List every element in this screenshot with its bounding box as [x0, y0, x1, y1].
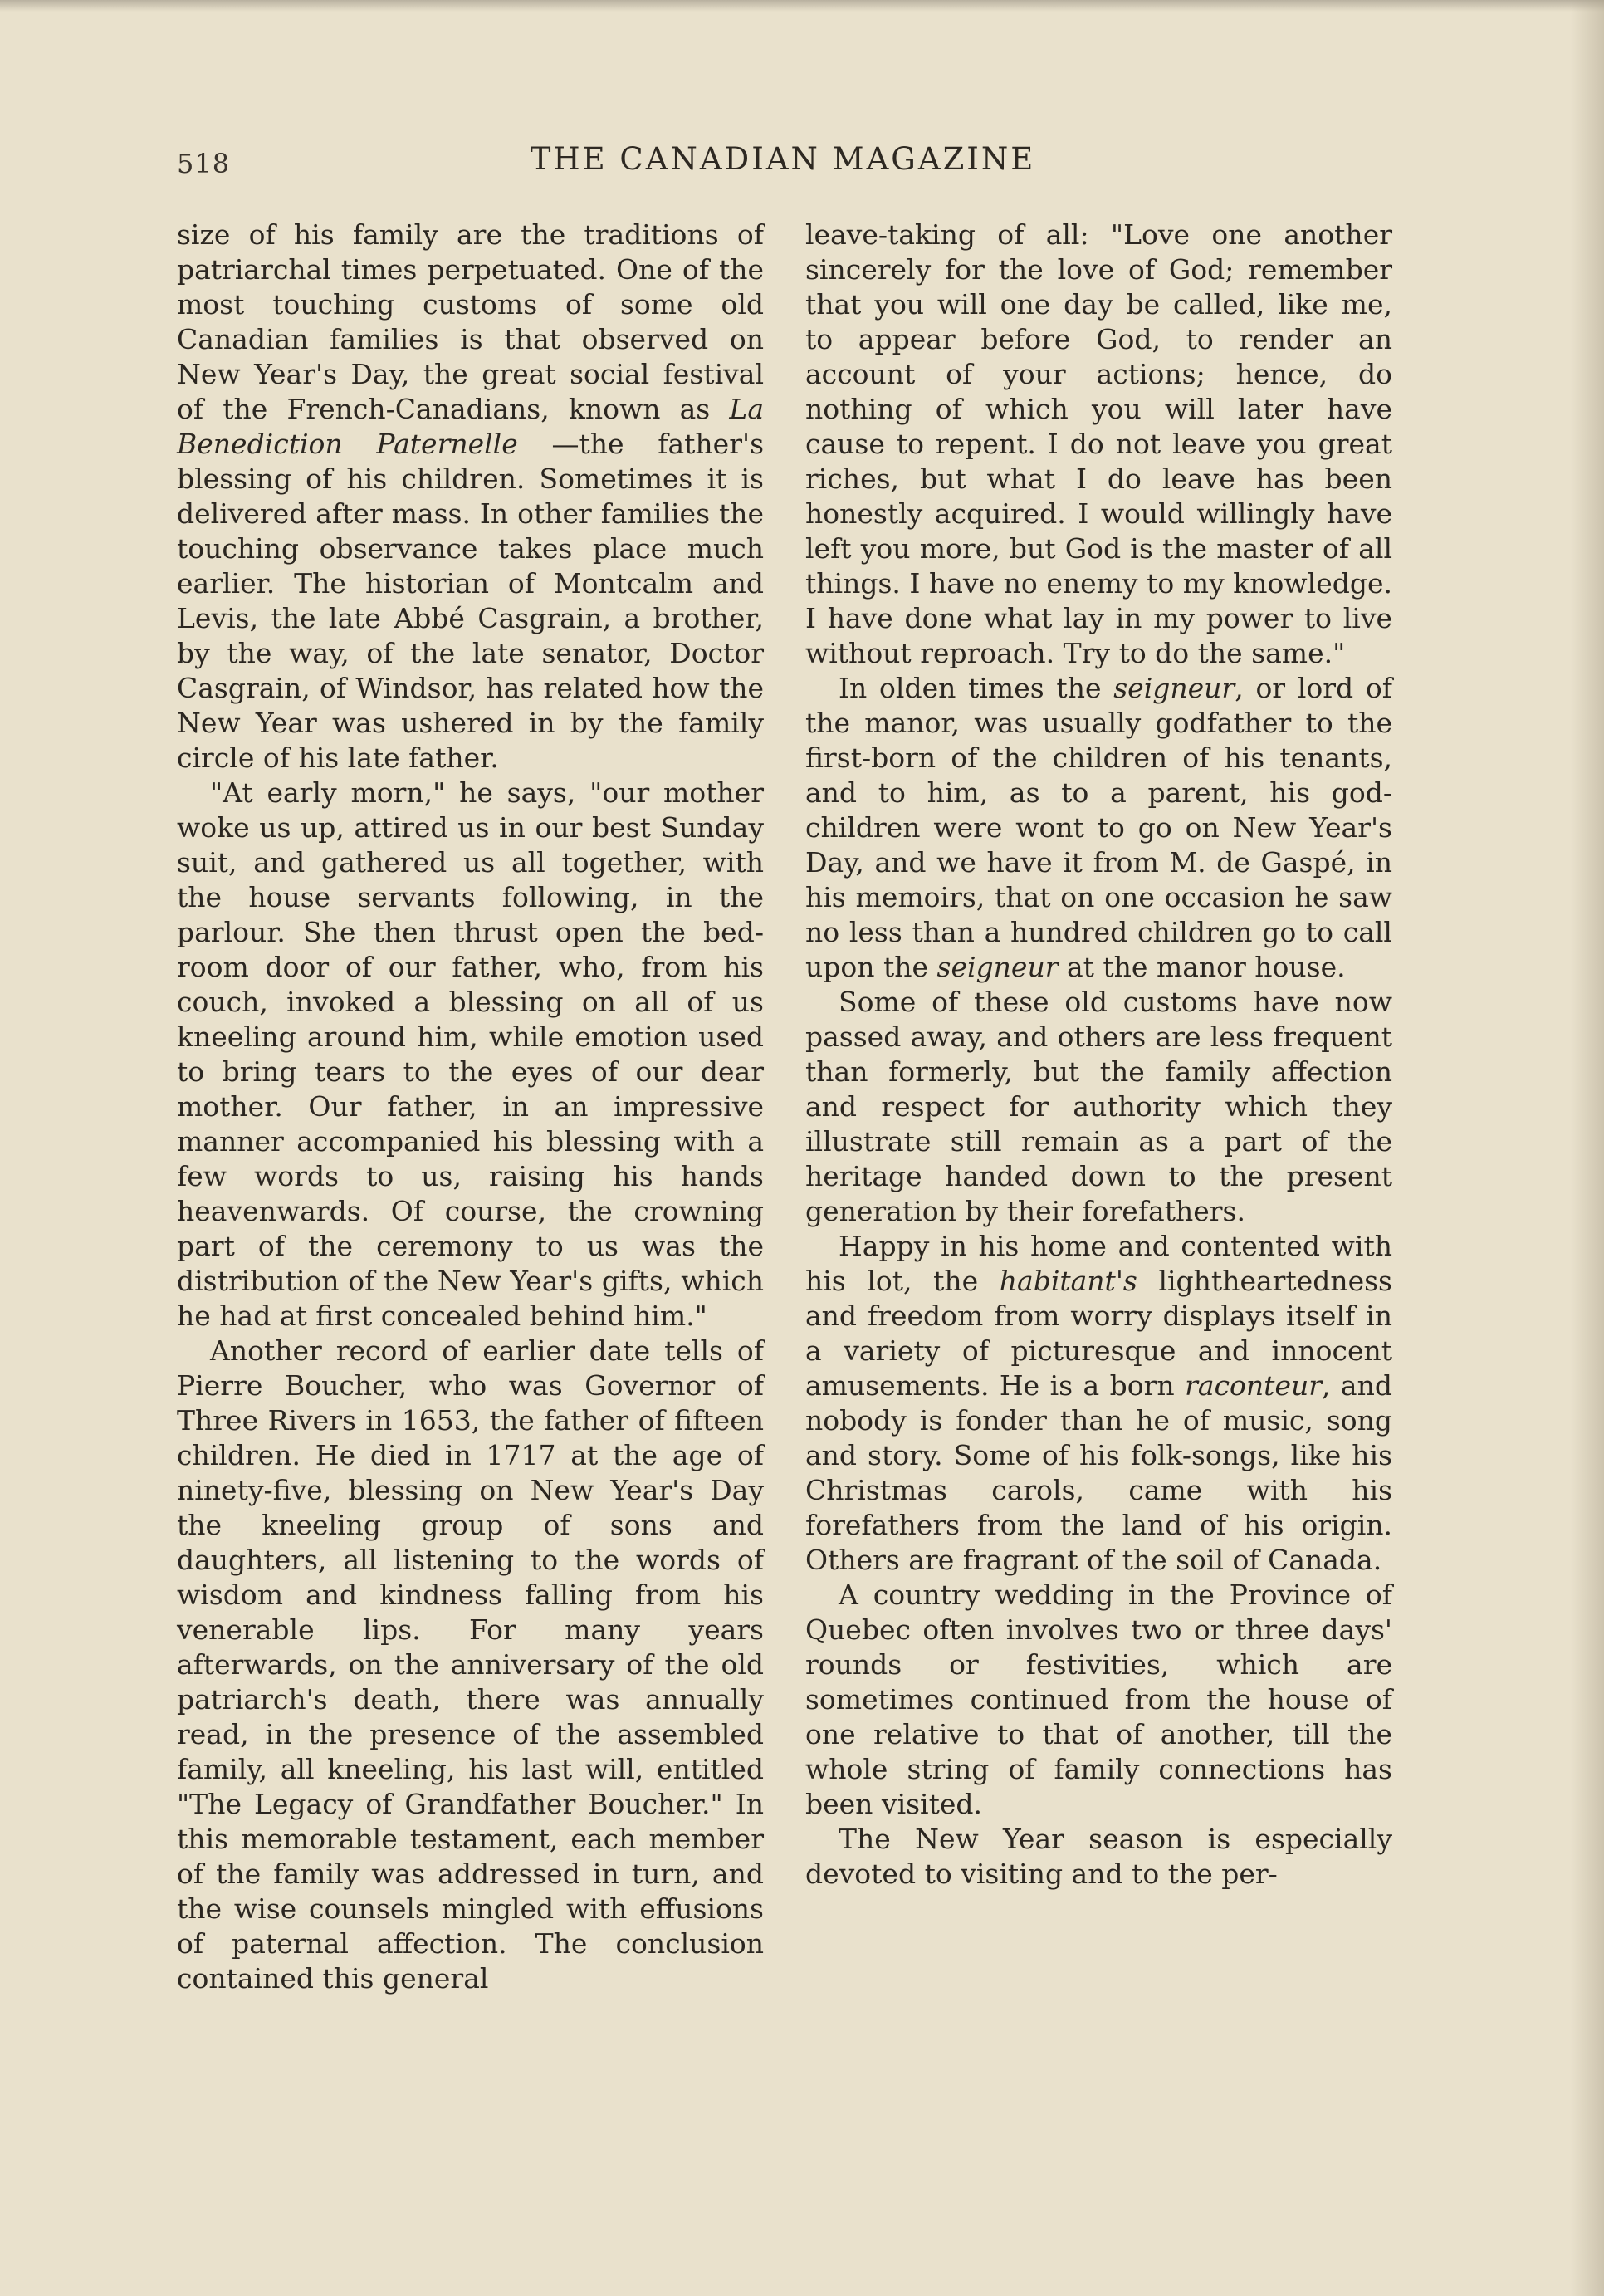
page-top-edge: [0, 0, 1604, 12]
italic-term: habitant's: [999, 1265, 1137, 1297]
italic-term: seigneur: [936, 951, 1059, 983]
running-title: THE CANADIAN MAGAZINE: [530, 141, 1036, 177]
text-run: at the manor house.: [1058, 951, 1346, 983]
page-right-edge: [1571, 0, 1604, 2296]
paragraph: [177, 218, 764, 776]
text-run: size of his family are the traditions of patriarchal times perpetuated. One of the most touching customs of some old Canadian families is that observed on New Year's Day, the great social festival of the French-Canadians, known as: [177, 218, 764, 425]
paragraph: "At early morn," he says, "our mother woke us up, attired us in our best Sunday suit, and gathered us all together, with the house servants following, in the parlour. She then thrust open the bed-room door of our father, who, from his couch, invoked a blessing on all of us kneeling around him, while emotion used to bring tears to the eyes of our dear mother. Our father, in an impressive manner accompanied his blessing with a few words to us, raising his hands heavenwards. Of course, the crowning part of the ceremony to us was the distribution of the New Year's gifts, which he had at first concealed behind him.": [177, 776, 764, 1332]
text-run: —the father's blessing of his children. Sometimes it is delivered after mass. In other families the touching observance takes place much earlier. The historian of Montcalm and Levis, the late Abbé Casgrain, a brother, by the way, of the late senator, Doctor Casgrain, of Windsor, has related how the New Year was ushered in by the family circle of his late father.: [177, 428, 764, 774]
paragraph: The New Year season is especially devoted to visiting and to the per-: [805, 1823, 1392, 1890]
text-run: Happy in his home and contented with his lot, the: [805, 1230, 1392, 1297]
text-run: lightheartedness and freedom from worry displays itself in a variety of picturesque and innocent amusements. He is a born: [805, 1265, 1392, 1402]
text-run: , or lord of the manor, was usually godfather to the first-born of the children of his tenants, and to him, as to a parent, his god-children were wont to go on New Year's Day, and we have it from M. de Gaspé, in his memoirs, that on one occasion he saw no less than a hundred children go to call upon the: [805, 672, 1392, 983]
page-number: 518: [177, 148, 231, 179]
right-column: [805, 218, 1392, 1892]
paragraph: [805, 671, 1392, 985]
italic-term: La Benediction Paternelle: [177, 393, 764, 460]
paragraph: Some of these old customs have now passed away, and others are less frequent than formerly, but the family affection and respect for authority which they illustrate still remain as a part of the heritage handed down to the present generation by their forefathers.: [805, 986, 1392, 1227]
page-header: [177, 140, 1389, 189]
paragraph: leave-taking of all: "Love one another sincerely for the love of God; remember that you will one day be called, like me, to appear before God, to render an account of your actions; hence, do nothing of which you will later have cause to repent. I do not leave you great riches, but what I do leave has been honestly acquired. I would willingly have left you more, but God is the master of all things. I have no enemy to my knowledge. I have done what lay in my power to live without reproach. Try to do the same.": [805, 218, 1392, 669]
text-run: , and nobody is fonder than he of music, song and story. Some of his folk-songs, like his Christmas carols, came with his forefathers from the land of his origin. Others are fragrant of the soil of Canada.: [805, 1369, 1392, 1576]
italic-term: seigneur: [1113, 672, 1235, 704]
left-column: [177, 218, 764, 1996]
paragraph: Another record of earlier date tells of Pierre Boucher, who was Governor of Three Rivers in 1653, the father of fifteen children. He died in 1717 at the age of ninety-five, blessing on New Year's Day the kneeling group of sons and daughters, all listening to the words of wisdom and kindness falling from his venerable lips. For many years afterwards, on the anniversary of the old patriarch's death, there was annually read, in the presence of the assembled family, all kneeling, his last will, entitled "The Legacy of Grandfather Boucher." In this memorable testament, each member of the family was addressed in turn, and the wise counsels mingled with effusions of paternal affection. The conclusion contained this general: [177, 1334, 764, 1995]
text-run: In olden times the: [839, 672, 1114, 704]
paragraph: A country wedding in the Province of Quebec often involves two or three days' rounds or festivities, which are sometimes continued from the house of one relative to that of another, till the whole string of family connections has been visited.: [805, 1579, 1392, 1820]
paragraph: [805, 1229, 1392, 1578]
italic-term: raconteur: [1185, 1369, 1322, 1402]
